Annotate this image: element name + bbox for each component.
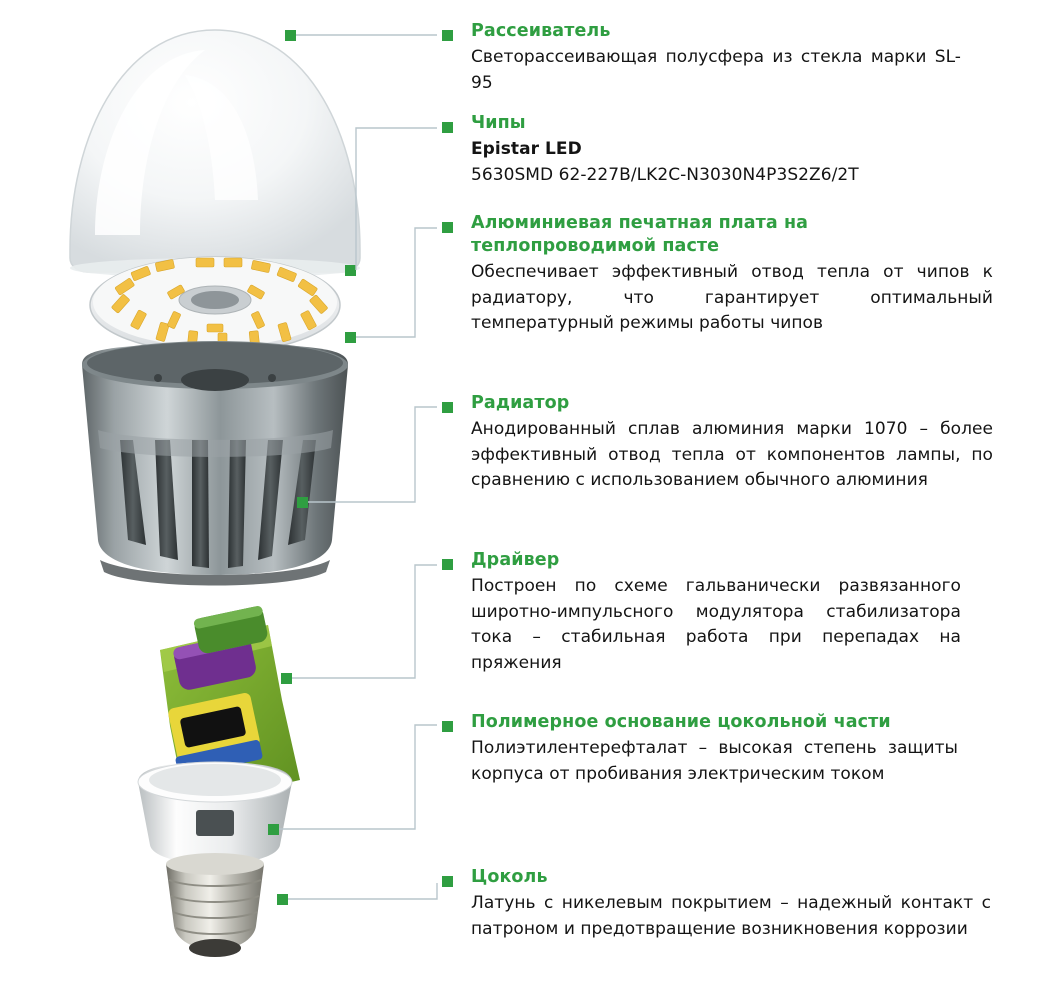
callout-socket [443, 866, 991, 942]
anchor-diffuser [285, 30, 296, 41]
screw-socket [166, 853, 264, 957]
diffuser-globe [70, 30, 360, 278]
callout-socket-title: Цоколь [471, 867, 548, 887]
bullet-polymer-base [442, 721, 453, 732]
anchor-radiator [297, 497, 308, 508]
bullet-chips [442, 122, 453, 133]
heatsink-body [82, 341, 348, 586]
bullet-radiator [442, 402, 453, 413]
callout-driver-body: Построен по схеме гальванически развязанного широтно-импульсного модулятора стабилизатора тока – стабильная работа при перепадах на пряжения [471, 576, 961, 673]
anchor-pcb [345, 332, 356, 343]
callout-socket-body: Латунь с никелевым покрытием – надежный контакт с патроном и предотвращение возникновения коррозии [471, 893, 991, 939]
bullet-socket [442, 876, 453, 887]
callout-driver [443, 549, 963, 676]
callout-diffuser-body: Светорассеивающая полусфера из стекла марки SL-95 [471, 47, 961, 93]
callout-radiator-title: Радиатор [471, 393, 570, 413]
callout-polymer-base-body: Полиэтилентерефталат – высокая степень защиты корпуса от пробивания электрическим током [471, 738, 958, 784]
callout-chips-code: 5630SMD 62-227B/LK2C-N3030N4P3S2Z6/2T [471, 164, 859, 185]
callout-radiator-body: Анодированный сплав алюминия марки 1070 – более эффективный отвод тепла от компонентов лампы, по сравнению с использованием обычного алюминия [471, 419, 993, 490]
callout-polymer-base-title: Полимерное основание цокольной части [471, 712, 891, 732]
callout-chips-body [471, 137, 1016, 188]
callout-diffuser-title: Рассеиватель [471, 21, 611, 41]
bullet-driver [442, 559, 453, 570]
callout-chips-model: Epistar LED [471, 139, 582, 159]
callout-pcb-body: Обеспечивает эффективный отвод тепла от чипов к радиатору, что гарантирует оптимальный температурный режимы работы чипов [471, 262, 993, 333]
led-bulb-illustration [0, 0, 430, 978]
callout-radiator [443, 392, 993, 494]
bullet-diffuser [442, 30, 453, 41]
callout-pcb [443, 212, 993, 337]
callout-pcb-title: Алюминиевая печатная плата на теплопроводимой пасте [471, 213, 809, 256]
anchor-socket [277, 894, 288, 905]
anchor-chips [345, 265, 356, 276]
bullet-pcb [442, 222, 453, 233]
anchor-driver [281, 673, 292, 684]
led-pcb-disc [90, 257, 340, 353]
callout-chips-title: Чипы [471, 113, 526, 133]
callout-driver-title: Драйвер [471, 550, 560, 570]
callout-diffuser [443, 20, 983, 96]
callout-chips [443, 112, 1013, 188]
anchor-polymer-base [268, 824, 279, 835]
polymer-base [138, 762, 292, 864]
callout-polymer-base [443, 711, 988, 787]
